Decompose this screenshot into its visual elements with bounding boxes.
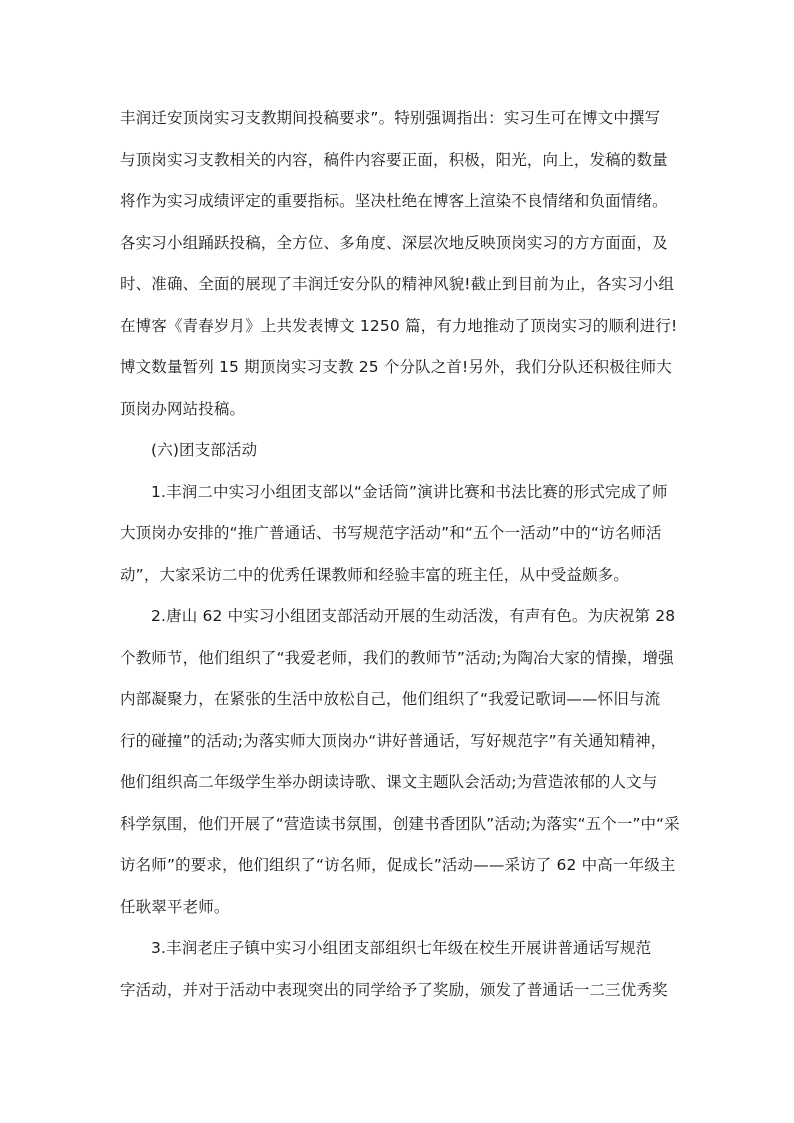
- body-text-line: 将作为实习成绩评定的重要指标。坚决杜绝在博客上渲染不良情绪和负面情绪。: [120, 192, 668, 210]
- body-text-line: 在博客《青春岁月》上共发表博文 1250 篇，有力地推动了顶岗实习的顺利进行!: [120, 317, 678, 335]
- body-text-line: 个教师节，他们组织了“我爱老师，我们的教师节”活动;为陶冶大家的情操，增强: [120, 649, 674, 667]
- body-text-line: 大顶岗办安排的“推广普通话、书写规范字活动”和“五个一活动”中的“访名师活: [120, 524, 662, 542]
- body-text-line: 访名师”的要求，他们组织了“访名师，促成长”活动——采访了 62 中高一年级主: [120, 856, 676, 874]
- body-text-line: 科学氛围，他们开展了“营造读书氛围，创建书香团队”活动;为落实“五个一”中“采: [120, 815, 680, 833]
- body-text-line: 任耿翠平老师。: [120, 898, 230, 916]
- body-text-line: 内部凝聚力，在紧张的生活中放松自己，他们组织了“我爱记歌词——怀旧与流: [120, 690, 661, 708]
- body-text-line: 3.丰润老庄子镇中实习小组团支部组织七年级在校生开展讲普通话写规范: [151, 939, 652, 957]
- section-heading: (六)团支部活动: [151, 441, 258, 459]
- body-text-line: 行的碰撞”的活动;为落实师大顶岗办“讲好普通话，写好规范字”有关通知精神，: [120, 732, 667, 750]
- body-text-line: 1.丰润二中实习小组团支部以“金话筒”演讲比赛和书法比赛的形式完成了师: [151, 483, 668, 501]
- body-text-line: 动”，大家采访二中的优秀任课教师和经验丰富的班主任，从中受益颇多。: [120, 566, 629, 584]
- body-text-line: 顶岗办网站投稿。: [120, 400, 246, 418]
- body-text-line: 博文数量暂列 15 期顶岗实习支教 25 个分队之首!另外，我们分队还积极往师大: [120, 358, 672, 376]
- body-text-line: 2.唐山 62 中实习小组团支部活动开展的生动活泼，有声有色。为庆祝第 28: [151, 607, 676, 625]
- body-text-line: 与顶岗实习支教相关的内容，稿件内容要正面，积极，阳光，向上，发稿的数量: [120, 151, 668, 169]
- body-text-line: 丰润迁安顶岗实习支教期间投稿要求”。特别强调指出：实习生可在博文中撰写: [120, 109, 661, 127]
- body-text-line: 字活动，并对于活动中表现突出的同学给予了奖励，颁发了普通话一二三优秀奖: [120, 981, 668, 999]
- body-text-line: 时、准确、全面的展现了丰润迁安分队的精神风貌!截止到目前为止，各实习小组: [120, 275, 675, 293]
- body-text-line: 他们组织高二年级学生举办朗读诗歌、课文主题队会活动;为营造浓郁的人文与: [120, 773, 658, 791]
- body-text-line: 各实习小组踊跃投稿，全方位、多角度、深层次地反映顶岗实习的方方面面，及: [120, 234, 668, 252]
